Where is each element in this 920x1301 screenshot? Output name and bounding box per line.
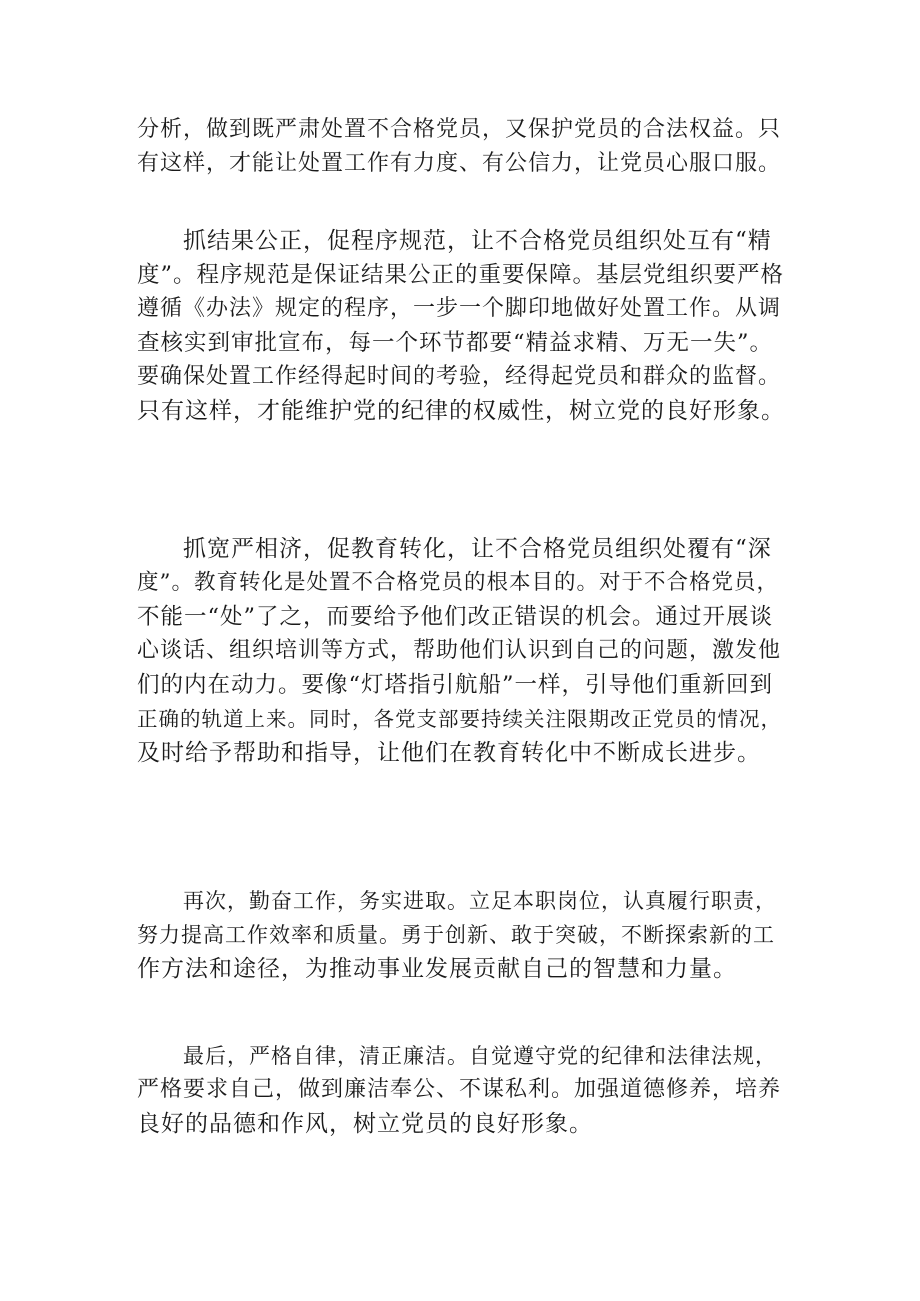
paragraph-line: 有这样，才能让处置工作有力度、有公信力，让党员心服口服。 — [137, 151, 782, 176]
paragraph-line: 抓结果公正，促程序规范，让不合格党员组织处互有“精 — [183, 228, 772, 254]
paragraph-line: 遵循《办法》规定的程序，一步一个脚印地做好处置工作。从调 — [137, 296, 782, 321]
paragraph-line: 正确的轨道上来。同时，各党支部要持续关注限期改正党员的情况， — [137, 707, 782, 731]
paragraph-4 — [137, 884, 785, 986]
paragraph-5 — [137, 1039, 785, 1141]
paragraph-2 — [137, 224, 785, 428]
paragraph-line: 抓宽严相济，促教育转化，让不合格党员组织处覆有“深 — [183, 536, 772, 562]
paragraph-line: 及时给予帮助和指导，让他们在教育转化中不断成长进步。 — [137, 740, 761, 766]
paragraph-line: 作方法和途径，为推动事业发展贡献自己的智慧和力量。 — [137, 956, 737, 982]
paragraph-line: 度”。教育转化是处置不合格党员的根本目的。对于不合格党员， — [137, 570, 779, 595]
paragraph-line: 分析，做到既严肃处置不合格党员，又保护党员的合法权益。只 — [137, 117, 782, 142]
paragraph-line: 心谈话、组织培训等方式，帮助他们认识到自己的问题，激发他 — [137, 638, 782, 663]
paragraph-line: 查核实到审批宣布，每一个环节都要“精益求精、万无一失”。 — [137, 330, 774, 356]
paragraph-1 — [137, 113, 785, 181]
paragraph-line: 要确保处置工作经得起时间的考验，经得起党员和群众的监督。 — [137, 364, 782, 389]
paragraph-line: 度”。程序规范是保证结果公正的重要保障。基层党组织要严格 — [137, 262, 785, 288]
paragraph-line: 努力提高工作效率和质量。勇于创新、敢于突破，不断探索新的工 — [137, 923, 775, 947]
paragraph-line: 们的内在动力。要像“灯塔指引航船”一样，引导他们重新回到 — [137, 672, 774, 698]
paragraph-3 — [137, 532, 785, 770]
paragraph-line: 再次，勤奋工作，务实进取。立足本职岗位，认真履行职责， — [183, 889, 777, 913]
paragraph-line: 不能一“处”了之，而要给予他们改正错误的机会。通过开展谈 — [137, 604, 774, 630]
paragraph-line: 严格要求自己，做到廉洁奉公、不谋私利。加强道德修养，培养 — [137, 1077, 782, 1102]
paragraph-line: 只有这样，才能维护党的纪律的权威性，树立党的良好形象。 — [137, 398, 785, 424]
paragraph-line: 最后，严格自律，清正廉洁。自觉遵守党的纪律和法律法规， — [183, 1044, 777, 1068]
paragraph-line: 良好的品德和作风，树立党员的良好形象。 — [137, 1111, 593, 1137]
